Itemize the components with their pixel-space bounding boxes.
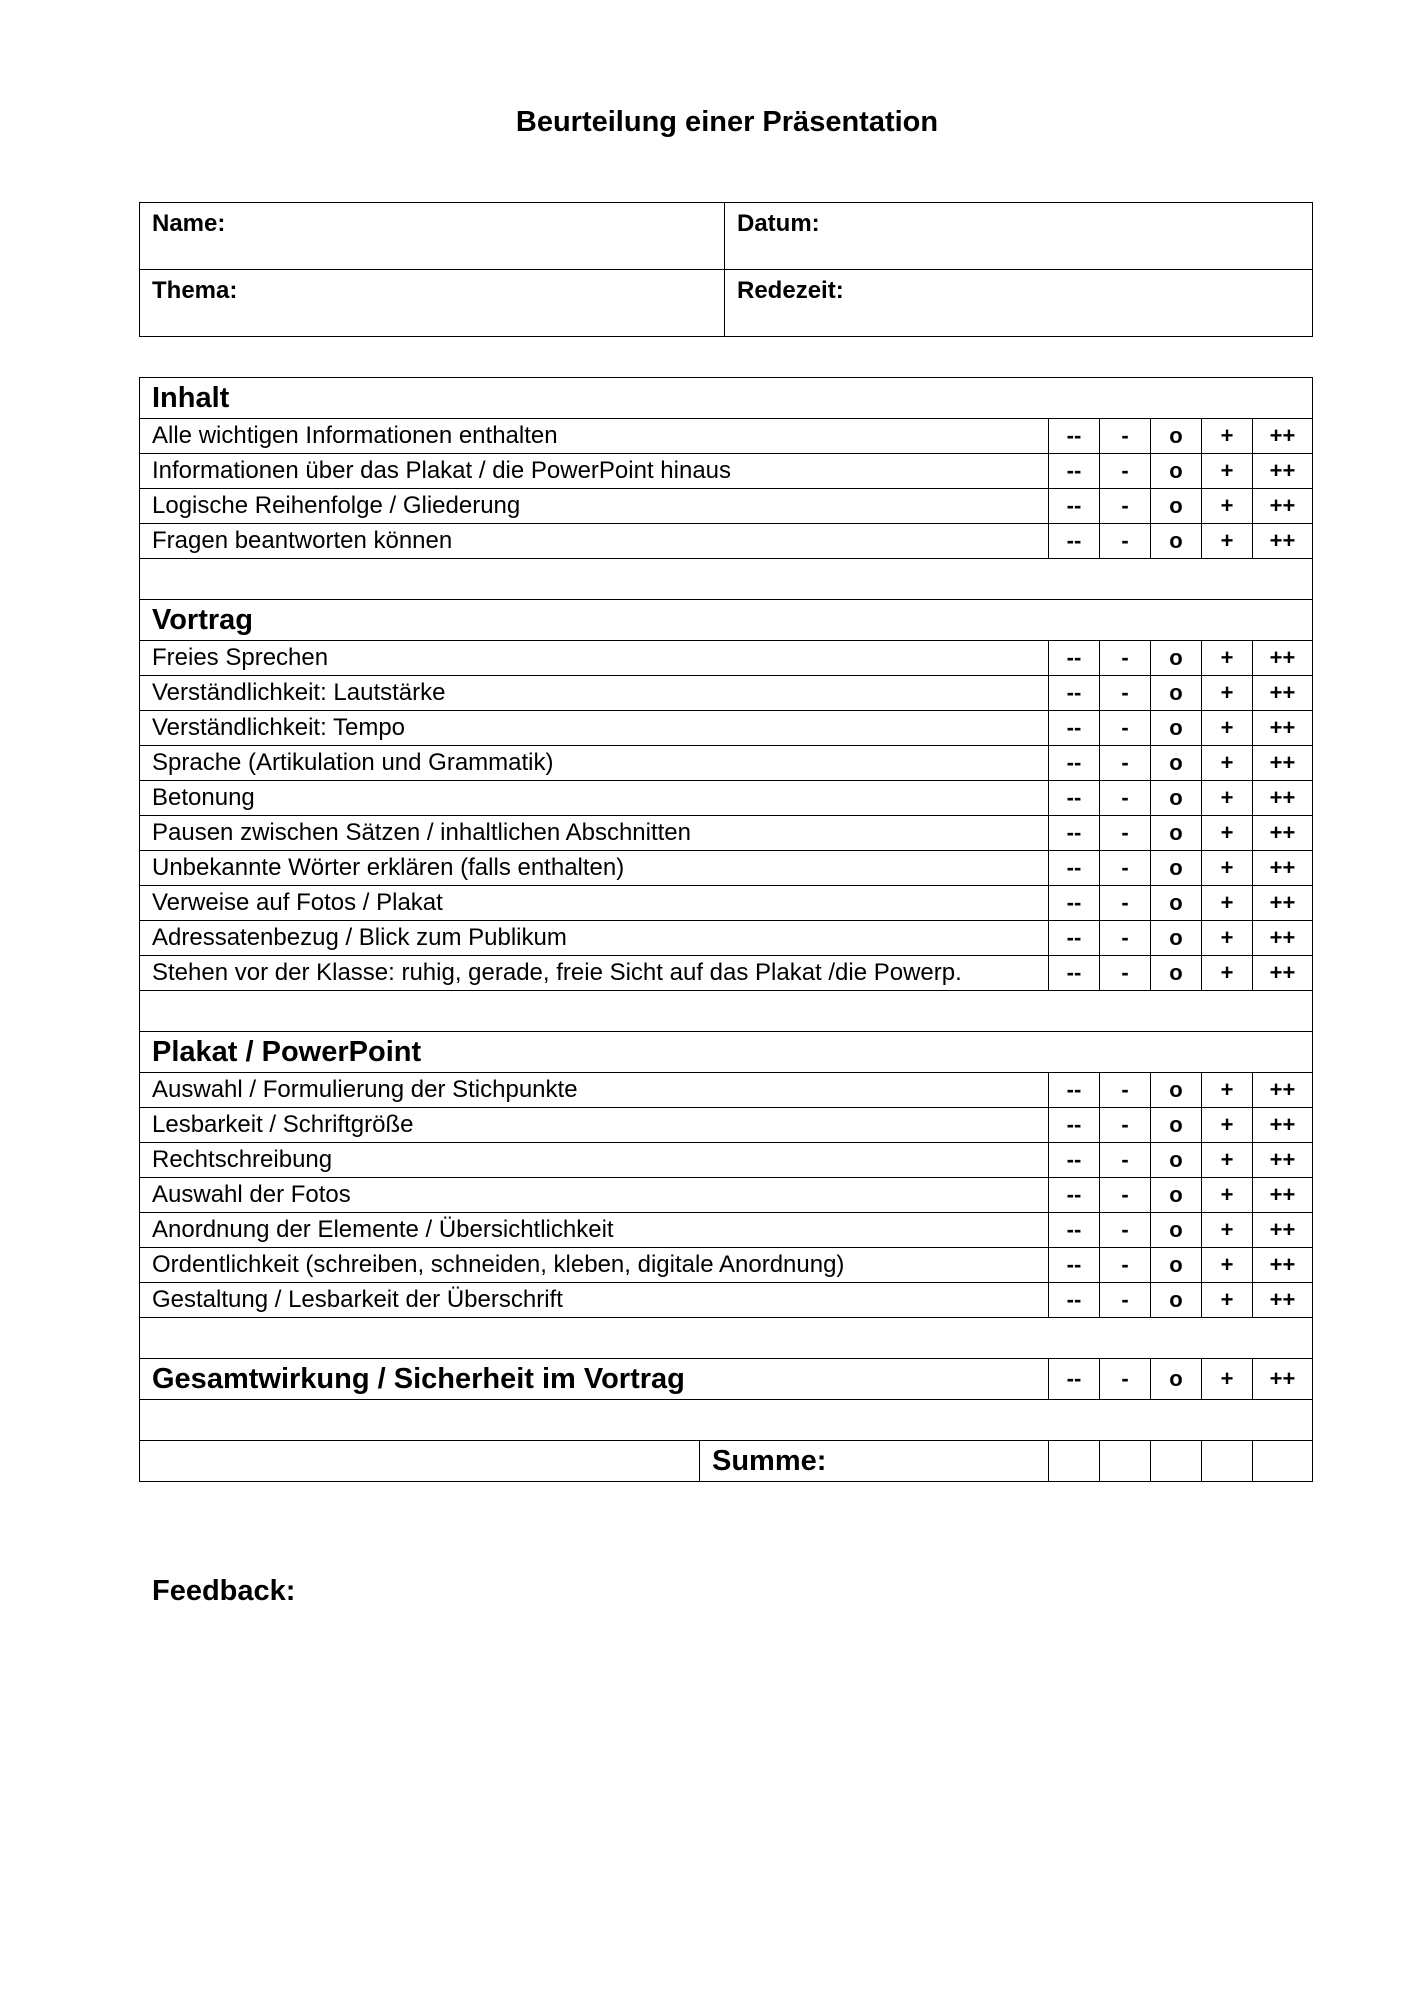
- criterion-label: Rechtschreibung: [140, 1143, 1049, 1178]
- vortrag-8-score-5[interactable]: ++: [1253, 921, 1313, 956]
- criterion-row: [140, 1073, 1313, 1108]
- plakat-3-score-3[interactable]: o: [1151, 1178, 1202, 1213]
- criterion-row: [140, 711, 1313, 746]
- inhalt-3-score-5[interactable]: ++: [1253, 524, 1313, 559]
- inhalt-2-score-3[interactable]: o: [1151, 489, 1202, 524]
- vortrag-3-score-3[interactable]: o: [1151, 746, 1202, 781]
- plakat-3-score-2[interactable]: -: [1100, 1178, 1151, 1213]
- criterion-row: [140, 524, 1313, 559]
- overall-score-3[interactable]: o: [1151, 1359, 1202, 1400]
- criterion-label: Lesbarkeit / Schriftgröße: [140, 1108, 1049, 1143]
- document-title: Beurteilung einer Präsentation: [515, 106, 939, 138]
- plakat-2-score-3[interactable]: o: [1151, 1143, 1202, 1178]
- spacer-row-3: [140, 1318, 1313, 1359]
- vortrag-2-score-2[interactable]: -: [1100, 711, 1151, 746]
- inhalt-2-score-5[interactable]: ++: [1253, 489, 1313, 524]
- inhalt-3-score-3[interactable]: o: [1151, 524, 1202, 559]
- inhalt-3-score-2[interactable]: -: [1100, 524, 1151, 559]
- plakat-0-score-3[interactable]: o: [1151, 1073, 1202, 1108]
- date-field[interactable]: Datum:: [725, 203, 1313, 270]
- plakat-0-score-2[interactable]: -: [1100, 1073, 1151, 1108]
- criterion-label: Logische Reihenfolge / Gliederung: [140, 489, 1049, 524]
- inhalt-2-score-2[interactable]: -: [1100, 489, 1151, 524]
- plakat-1-score-2[interactable]: -: [1100, 1108, 1151, 1143]
- criterion-row: [140, 816, 1313, 851]
- evaluation-table: [139, 377, 1313, 1482]
- plakat-2-score-5[interactable]: ++: [1253, 1143, 1313, 1178]
- plakat-1-score-5[interactable]: ++: [1253, 1108, 1313, 1143]
- criterion-label: Alle wichtigen Informationen enthalten: [140, 419, 1049, 454]
- vortrag-7-score-4[interactable]: +: [1202, 886, 1253, 921]
- plakat-3-score-1[interactable]: --: [1049, 1178, 1100, 1213]
- section-heading-plakat: Plakat / PowerPoint: [140, 1032, 1313, 1073]
- criterion-row: [140, 746, 1313, 781]
- spacer-cell: [140, 1400, 1313, 1441]
- sum-cell-3[interactable]: [1151, 1441, 1202, 1482]
- criterion-row: [140, 1178, 1313, 1213]
- vortrag-3-score-4[interactable]: +: [1202, 746, 1253, 781]
- section-header-vortrag: [140, 600, 1313, 641]
- plakat-1-score-1[interactable]: --: [1049, 1108, 1100, 1143]
- name-field[interactable]: Name:: [140, 203, 725, 270]
- inhalt-2-score-1[interactable]: --: [1049, 489, 1100, 524]
- vortrag-7-score-5[interactable]: ++: [1253, 886, 1313, 921]
- sum-cell-4[interactable]: [1202, 1441, 1253, 1482]
- sum-cell-1[interactable]: [1049, 1441, 1100, 1482]
- vortrag-9-score-4[interactable]: +: [1202, 956, 1253, 991]
- criterion-label: Pausen zwischen Sätzen / inhaltlichen Abschnitten: [140, 816, 1049, 851]
- vortrag-5-score-1[interactable]: --: [1049, 816, 1100, 851]
- plakat-6-score-2[interactable]: -: [1100, 1283, 1151, 1318]
- vortrag-5-score-3[interactable]: o: [1151, 816, 1202, 851]
- feedback-label: Feedback:: [152, 1575, 296, 1607]
- criterion-label: Verständlichkeit: Tempo: [140, 711, 1049, 746]
- plakat-6-score-4[interactable]: +: [1202, 1283, 1253, 1318]
- criterion-label: Ordentlichkeit (schreiben, schneiden, kleben, digitale Anordnung): [140, 1248, 1049, 1283]
- criterion-row: [140, 886, 1313, 921]
- vortrag-0-score-5[interactable]: ++: [1253, 641, 1313, 676]
- criterion-row: [140, 489, 1313, 524]
- plakat-0-score-4[interactable]: +: [1202, 1073, 1253, 1108]
- criterion-label: Auswahl / Formulierung der Stichpunkte: [140, 1073, 1049, 1108]
- vortrag-2-score-1[interactable]: --: [1049, 711, 1100, 746]
- sum-label: Summe:: [700, 1441, 1049, 1482]
- criterion-label: Unbekannte Wörter erklären (falls enthalten): [140, 851, 1049, 886]
- overall-score-5[interactable]: ++: [1253, 1359, 1313, 1400]
- plakat-3-score-5[interactable]: ++: [1253, 1178, 1313, 1213]
- inhalt-0-score-4[interactable]: +: [1202, 419, 1253, 454]
- vortrag-6-score-4[interactable]: +: [1202, 851, 1253, 886]
- spacer-cell: [140, 1318, 1313, 1359]
- vortrag-1-score-2[interactable]: -: [1100, 676, 1151, 711]
- plakat-5-score-5[interactable]: ++: [1253, 1248, 1313, 1283]
- section-header-plakat: [140, 1032, 1313, 1073]
- plakat-6-score-3[interactable]: o: [1151, 1283, 1202, 1318]
- inhalt-0-score-3[interactable]: o: [1151, 419, 1202, 454]
- inhalt-1-score-4[interactable]: +: [1202, 454, 1253, 489]
- vortrag-0-score-2[interactable]: -: [1100, 641, 1151, 676]
- plakat-4-score-3[interactable]: o: [1151, 1213, 1202, 1248]
- criterion-label: Stehen vor der Klasse: ruhig, gerade, freie Sicht auf das Plakat /die Powerp.: [140, 956, 1049, 991]
- vortrag-8-score-3[interactable]: o: [1151, 921, 1202, 956]
- vortrag-5-score-2[interactable]: -: [1100, 816, 1151, 851]
- vortrag-5-score-4[interactable]: +: [1202, 816, 1253, 851]
- plakat-5-score-1[interactable]: --: [1049, 1248, 1100, 1283]
- plakat-0-score-5[interactable]: ++: [1253, 1073, 1313, 1108]
- plakat-6-score-1[interactable]: --: [1049, 1283, 1100, 1318]
- vortrag-1-score-5[interactable]: ++: [1253, 676, 1313, 711]
- inhalt-0-score-1[interactable]: --: [1049, 419, 1100, 454]
- spacer-cell: [140, 991, 1313, 1032]
- inhalt-0-score-2[interactable]: -: [1100, 419, 1151, 454]
- vortrag-3-score-5[interactable]: ++: [1253, 746, 1313, 781]
- plakat-4-score-5[interactable]: ++: [1253, 1213, 1313, 1248]
- criterion-row: [140, 1283, 1313, 1318]
- vortrag-4-score-3[interactable]: o: [1151, 781, 1202, 816]
- inhalt-1-score-3[interactable]: o: [1151, 454, 1202, 489]
- criterion-row: [140, 1248, 1313, 1283]
- plakat-0-score-1[interactable]: --: [1049, 1073, 1100, 1108]
- plakat-1-score-3[interactable]: o: [1151, 1108, 1202, 1143]
- plakat-4-score-4[interactable]: +: [1202, 1213, 1253, 1248]
- plakat-6-score-5[interactable]: ++: [1253, 1283, 1313, 1318]
- plakat-5-score-4[interactable]: +: [1202, 1248, 1253, 1283]
- vortrag-8-score-1[interactable]: --: [1049, 921, 1100, 956]
- vortrag-1-score-3[interactable]: o: [1151, 676, 1202, 711]
- plakat-5-score-2[interactable]: -: [1100, 1248, 1151, 1283]
- vortrag-7-score-1[interactable]: --: [1049, 886, 1100, 921]
- plakat-4-score-2[interactable]: -: [1100, 1213, 1151, 1248]
- vortrag-1-score-4[interactable]: +: [1202, 676, 1253, 711]
- criterion-label: Betonung: [140, 781, 1049, 816]
- inhalt-0-score-5[interactable]: ++: [1253, 419, 1313, 454]
- vortrag-3-score-2[interactable]: -: [1100, 746, 1151, 781]
- vortrag-4-score-2[interactable]: -: [1100, 781, 1151, 816]
- vortrag-2-score-3[interactable]: o: [1151, 711, 1202, 746]
- vortrag-9-score-1[interactable]: --: [1049, 956, 1100, 991]
- inhalt-1-score-2[interactable]: -: [1100, 454, 1151, 489]
- vortrag-7-score-3[interactable]: o: [1151, 886, 1202, 921]
- criterion-row: [140, 956, 1313, 991]
- vortrag-4-score-4[interactable]: +: [1202, 781, 1253, 816]
- overall-score-4[interactable]: +: [1202, 1359, 1253, 1400]
- vortrag-6-score-3[interactable]: o: [1151, 851, 1202, 886]
- inhalt-3-score-1[interactable]: --: [1049, 524, 1100, 559]
- spacer-row-2: [140, 991, 1313, 1032]
- plakat-4-score-1[interactable]: --: [1049, 1213, 1100, 1248]
- vortrag-9-score-5[interactable]: ++: [1253, 956, 1313, 991]
- criterion-row: [140, 1213, 1313, 1248]
- criterion-label: Fragen beantworten können: [140, 524, 1049, 559]
- criterion-label: Anordnung der Elemente / Übersichtlichkeit: [140, 1213, 1049, 1248]
- vortrag-4-score-5[interactable]: ++: [1253, 781, 1313, 816]
- vortrag-8-score-2[interactable]: -: [1100, 921, 1151, 956]
- vortrag-4-score-1[interactable]: --: [1049, 781, 1100, 816]
- criterion-label: Auswahl der Fotos: [140, 1178, 1049, 1213]
- plakat-3-score-4[interactable]: +: [1202, 1178, 1253, 1213]
- criterion-row: [140, 454, 1313, 489]
- vortrag-8-score-4[interactable]: +: [1202, 921, 1253, 956]
- vortrag-6-score-5[interactable]: ++: [1253, 851, 1313, 886]
- sum-row: [140, 1441, 1313, 1482]
- vortrag-0-score-4[interactable]: +: [1202, 641, 1253, 676]
- criterion-row: [140, 419, 1313, 454]
- criterion-row: [140, 1143, 1313, 1178]
- vortrag-2-score-5[interactable]: ++: [1253, 711, 1313, 746]
- vortrag-6-score-1[interactable]: --: [1049, 851, 1100, 886]
- topic-field[interactable]: Thema:: [140, 270, 725, 337]
- inhalt-1-score-1[interactable]: --: [1049, 454, 1100, 489]
- plakat-2-score-1[interactable]: --: [1049, 1143, 1100, 1178]
- speaking-time-field[interactable]: Redezeit:: [725, 270, 1313, 337]
- criterion-row: [140, 851, 1313, 886]
- vortrag-7-score-2[interactable]: -: [1100, 886, 1151, 921]
- spacer-row-4: [140, 1400, 1313, 1441]
- overall-score-1[interactable]: --: [1049, 1359, 1100, 1400]
- inhalt-2-score-4[interactable]: +: [1202, 489, 1253, 524]
- section-heading-vortrag: Vortrag: [140, 600, 1313, 641]
- spacer-cell: [140, 559, 1313, 600]
- vortrag-2-score-4[interactable]: +: [1202, 711, 1253, 746]
- criterion-label: Verständlichkeit: Lautstärke: [140, 676, 1049, 711]
- vortrag-9-score-3[interactable]: o: [1151, 956, 1202, 991]
- plakat-1-score-4[interactable]: +: [1202, 1108, 1253, 1143]
- vortrag-9-score-2[interactable]: -: [1100, 956, 1151, 991]
- vortrag-3-score-1[interactable]: --: [1049, 746, 1100, 781]
- criterion-label: Freies Sprechen: [140, 641, 1049, 676]
- criterion-row: [140, 641, 1313, 676]
- vortrag-1-score-1[interactable]: --: [1049, 676, 1100, 711]
- inhalt-3-score-4[interactable]: +: [1202, 524, 1253, 559]
- overall-score-2[interactable]: -: [1100, 1359, 1151, 1400]
- vortrag-6-score-2[interactable]: -: [1100, 851, 1151, 886]
- inhalt-1-score-5[interactable]: ++: [1253, 454, 1313, 489]
- criterion-row: [140, 921, 1313, 956]
- criterion-label: Sprache (Artikulation und Grammatik): [140, 746, 1049, 781]
- criterion-row: [140, 781, 1313, 816]
- sum-blank-cell: [140, 1441, 700, 1482]
- overall-row: [140, 1359, 1313, 1400]
- criterion-label: Verweise auf Fotos / Plakat: [140, 886, 1049, 921]
- plakat-2-score-4[interactable]: +: [1202, 1143, 1253, 1178]
- criterion-label: Gestaltung / Lesbarkeit der Überschrift: [140, 1283, 1049, 1318]
- spacer-row-1: [140, 559, 1313, 600]
- sum-cell-5[interactable]: [1253, 1441, 1313, 1482]
- section-heading-inhalt: Inhalt: [140, 378, 1313, 419]
- plakat-5-score-3[interactable]: o: [1151, 1248, 1202, 1283]
- criterion-row: [140, 1108, 1313, 1143]
- vortrag-5-score-5[interactable]: ++: [1253, 816, 1313, 851]
- vortrag-0-score-3[interactable]: o: [1151, 641, 1202, 676]
- plakat-2-score-2[interactable]: -: [1100, 1143, 1151, 1178]
- sum-cell-2[interactable]: [1100, 1441, 1151, 1482]
- criterion-label: Adressatenbezug / Blick zum Publikum: [140, 921, 1049, 956]
- criterion-row: [140, 676, 1313, 711]
- vortrag-0-score-1[interactable]: --: [1049, 641, 1100, 676]
- criterion-label: Informationen über das Plakat / die PowerPoint hinaus: [140, 454, 1049, 489]
- section-header-inhalt: [140, 378, 1313, 419]
- overall-label: Gesamtwirkung / Sicherheit im Vortrag: [140, 1359, 1049, 1400]
- info-table: [139, 202, 1313, 337]
